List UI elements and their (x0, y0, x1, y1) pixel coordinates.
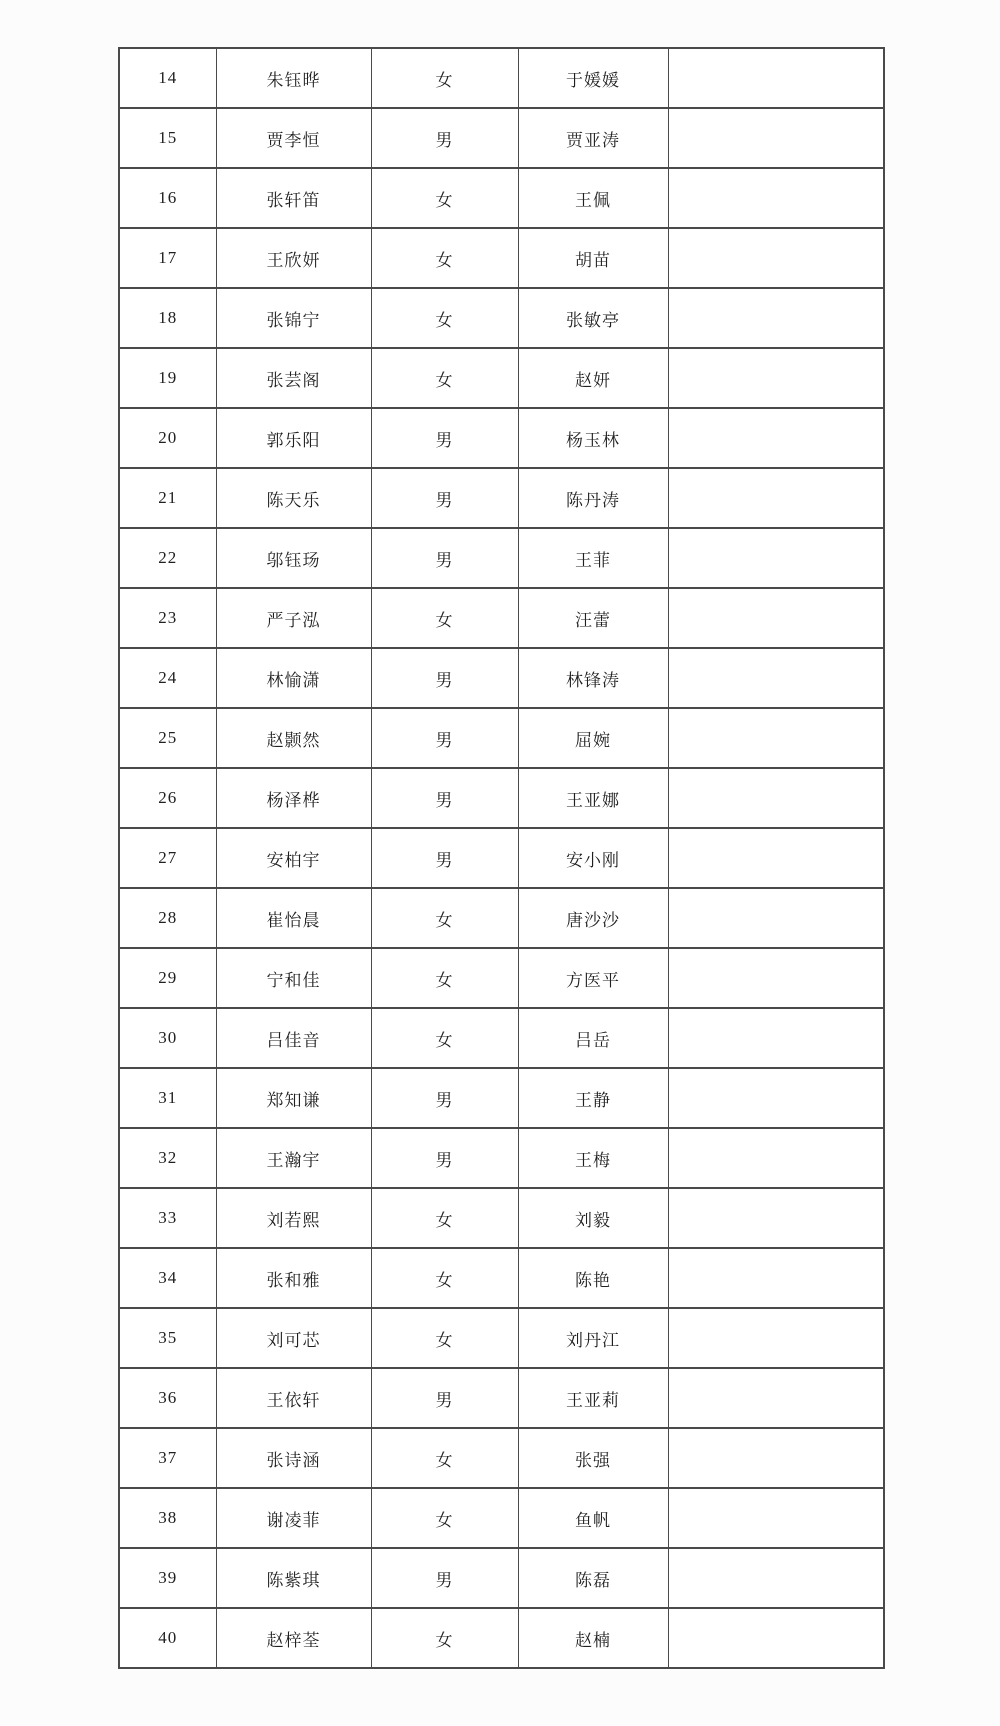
row-number-cell: 23 (119, 588, 216, 648)
student-name-cell: 赵梓荃 (216, 1608, 371, 1668)
parent-name-cell: 王亚莉 (518, 1368, 668, 1428)
parent-name-cell: 张敏亭 (518, 288, 668, 348)
student-name-cell: 王依轩 (216, 1368, 371, 1428)
row-number-cell: 39 (119, 1548, 216, 1608)
parent-name-cell: 张强 (518, 1428, 668, 1488)
empty-note-cell (668, 1008, 884, 1068)
table-row (119, 108, 884, 168)
table-row (119, 1608, 884, 1668)
gender-cell: 男 (371, 708, 518, 768)
table-row (119, 828, 884, 888)
parent-name-cell: 鱼帆 (518, 1488, 668, 1548)
empty-note-cell (668, 1128, 884, 1188)
empty-note-cell (668, 528, 884, 588)
table-row (119, 1488, 884, 1548)
roster-body (119, 48, 884, 1668)
gender-cell: 女 (371, 288, 518, 348)
gender-cell: 男 (371, 1548, 518, 1608)
student-name-cell: 陈天乐 (216, 468, 371, 528)
table-row (119, 708, 884, 768)
table-row (119, 1008, 884, 1068)
student-name-cell: 赵颢然 (216, 708, 371, 768)
student-name-cell: 刘若熙 (216, 1188, 371, 1248)
empty-note-cell (668, 1488, 884, 1548)
table-row (119, 1128, 884, 1188)
gender-cell: 男 (371, 648, 518, 708)
empty-note-cell (668, 468, 884, 528)
student-name-cell: 林愉潇 (216, 648, 371, 708)
parent-name-cell: 刘丹江 (518, 1308, 668, 1368)
row-number-cell: 33 (119, 1188, 216, 1248)
student-name-cell: 张轩笛 (216, 168, 371, 228)
gender-cell: 女 (371, 588, 518, 648)
student-name-cell: 郭乐阳 (216, 408, 371, 468)
gender-cell: 女 (371, 348, 518, 408)
table-row (119, 348, 884, 408)
gender-cell: 男 (371, 828, 518, 888)
student-name-cell: 张和雅 (216, 1248, 371, 1308)
parent-name-cell: 刘毅 (518, 1188, 668, 1248)
row-number-cell: 31 (119, 1068, 216, 1128)
table-row (119, 468, 884, 528)
parent-name-cell: 汪蕾 (518, 588, 668, 648)
empty-note-cell (668, 648, 884, 708)
student-name-cell: 邬钰玚 (216, 528, 371, 588)
table-row (119, 1428, 884, 1488)
table-row (119, 888, 884, 948)
row-number-cell: 20 (119, 408, 216, 468)
table-row (119, 648, 884, 708)
table-row (119, 1188, 884, 1248)
gender-cell: 女 (371, 168, 518, 228)
gender-cell: 女 (371, 1188, 518, 1248)
student-name-cell: 刘可芯 (216, 1308, 371, 1368)
gender-cell: 女 (371, 888, 518, 948)
student-name-cell: 安柏宇 (216, 828, 371, 888)
gender-cell: 男 (371, 1128, 518, 1188)
gender-cell: 女 (371, 1428, 518, 1488)
empty-note-cell (668, 948, 884, 1008)
row-number-cell: 28 (119, 888, 216, 948)
student-name-cell: 张芸阁 (216, 348, 371, 408)
student-name-cell: 贾李恒 (216, 108, 371, 168)
parent-name-cell: 贾亚涛 (518, 108, 668, 168)
parent-name-cell: 方医平 (518, 948, 668, 1008)
row-number-cell: 14 (119, 48, 216, 108)
table-row (119, 288, 884, 348)
row-number-cell: 17 (119, 228, 216, 288)
student-name-cell: 张锦宁 (216, 288, 371, 348)
row-number-cell: 24 (119, 648, 216, 708)
gender-cell: 男 (371, 468, 518, 528)
row-number-cell: 34 (119, 1248, 216, 1308)
table-row (119, 768, 884, 828)
parent-name-cell: 陈磊 (518, 1548, 668, 1608)
row-number-cell: 38 (119, 1488, 216, 1548)
parent-name-cell: 王佩 (518, 168, 668, 228)
parent-name-cell: 王静 (518, 1068, 668, 1128)
row-number-cell: 27 (119, 828, 216, 888)
table-row (119, 168, 884, 228)
parent-name-cell: 安小刚 (518, 828, 668, 888)
parent-name-cell: 赵楠 (518, 1608, 668, 1668)
parent-name-cell: 王菲 (518, 528, 668, 588)
student-name-cell: 王欣妍 (216, 228, 371, 288)
table-row (119, 588, 884, 648)
empty-note-cell (668, 408, 884, 468)
table-row (119, 1308, 884, 1368)
gender-cell: 男 (371, 1068, 518, 1128)
empty-note-cell (668, 48, 884, 108)
parent-name-cell: 于媛媛 (518, 48, 668, 108)
row-number-cell: 19 (119, 348, 216, 408)
parent-name-cell: 陈丹涛 (518, 468, 668, 528)
gender-cell: 女 (371, 1248, 518, 1308)
empty-note-cell (668, 1308, 884, 1368)
student-name-cell: 严子泓 (216, 588, 371, 648)
table-row (119, 228, 884, 288)
student-name-cell: 郑知谦 (216, 1068, 371, 1128)
table-row (119, 1368, 884, 1428)
student-name-cell: 陈紫琪 (216, 1548, 371, 1608)
empty-note-cell (668, 1548, 884, 1608)
student-name-cell: 崔怡晨 (216, 888, 371, 948)
row-number-cell: 15 (119, 108, 216, 168)
row-number-cell: 40 (119, 1608, 216, 1668)
parent-name-cell: 屈婉 (518, 708, 668, 768)
empty-note-cell (668, 828, 884, 888)
row-number-cell: 18 (119, 288, 216, 348)
empty-note-cell (668, 1248, 884, 1308)
student-name-cell: 杨泽桦 (216, 768, 371, 828)
table-row (119, 1068, 884, 1128)
gender-cell: 男 (371, 528, 518, 588)
gender-cell: 男 (371, 408, 518, 468)
row-number-cell: 35 (119, 1308, 216, 1368)
table-row (119, 948, 884, 1008)
row-number-cell: 21 (119, 468, 216, 528)
parent-name-cell: 陈艳 (518, 1248, 668, 1308)
student-name-cell: 张诗涵 (216, 1428, 371, 1488)
gender-cell: 男 (371, 768, 518, 828)
table-row (119, 48, 884, 108)
parent-name-cell: 杨玉林 (518, 408, 668, 468)
empty-note-cell (668, 1068, 884, 1128)
empty-note-cell (668, 108, 884, 168)
empty-note-cell (668, 1428, 884, 1488)
row-number-cell: 36 (119, 1368, 216, 1428)
parent-name-cell: 赵妍 (518, 348, 668, 408)
student-name-cell: 宁和佳 (216, 948, 371, 1008)
row-number-cell: 32 (119, 1128, 216, 1188)
gender-cell: 男 (371, 1368, 518, 1428)
student-name-cell: 朱钰晔 (216, 48, 371, 108)
row-number-cell: 26 (119, 768, 216, 828)
empty-note-cell (668, 168, 884, 228)
student-name-cell: 吕佳音 (216, 1008, 371, 1068)
parent-name-cell: 唐沙沙 (518, 888, 668, 948)
empty-note-cell (668, 768, 884, 828)
parent-name-cell: 林锋涛 (518, 648, 668, 708)
gender-cell: 男 (371, 108, 518, 168)
gender-cell: 女 (371, 48, 518, 108)
gender-cell: 女 (371, 228, 518, 288)
row-number-cell: 29 (119, 948, 216, 1008)
row-number-cell: 25 (119, 708, 216, 768)
gender-cell: 女 (371, 948, 518, 1008)
parent-name-cell: 胡苗 (518, 228, 668, 288)
parent-name-cell: 王亚娜 (518, 768, 668, 828)
empty-note-cell (668, 288, 884, 348)
table-row (119, 528, 884, 588)
student-roster-table (118, 47, 885, 1669)
student-name-cell: 谢凌菲 (216, 1488, 371, 1548)
table-row (119, 1548, 884, 1608)
table-row (119, 408, 884, 468)
empty-note-cell (668, 1608, 884, 1668)
table-row (119, 1248, 884, 1308)
empty-note-cell (668, 348, 884, 408)
empty-note-cell (668, 708, 884, 768)
empty-note-cell (668, 1188, 884, 1248)
row-number-cell: 37 (119, 1428, 216, 1488)
student-name-cell: 王瀚宇 (216, 1128, 371, 1188)
row-number-cell: 30 (119, 1008, 216, 1068)
empty-note-cell (668, 888, 884, 948)
row-number-cell: 22 (119, 528, 216, 588)
empty-note-cell (668, 1368, 884, 1428)
parent-name-cell: 王梅 (518, 1128, 668, 1188)
empty-note-cell (668, 588, 884, 648)
gender-cell: 女 (371, 1308, 518, 1368)
gender-cell: 女 (371, 1608, 518, 1668)
gender-cell: 女 (371, 1488, 518, 1548)
parent-name-cell: 吕岳 (518, 1008, 668, 1068)
gender-cell: 女 (371, 1008, 518, 1068)
empty-note-cell (668, 228, 884, 288)
row-number-cell: 16 (119, 168, 216, 228)
